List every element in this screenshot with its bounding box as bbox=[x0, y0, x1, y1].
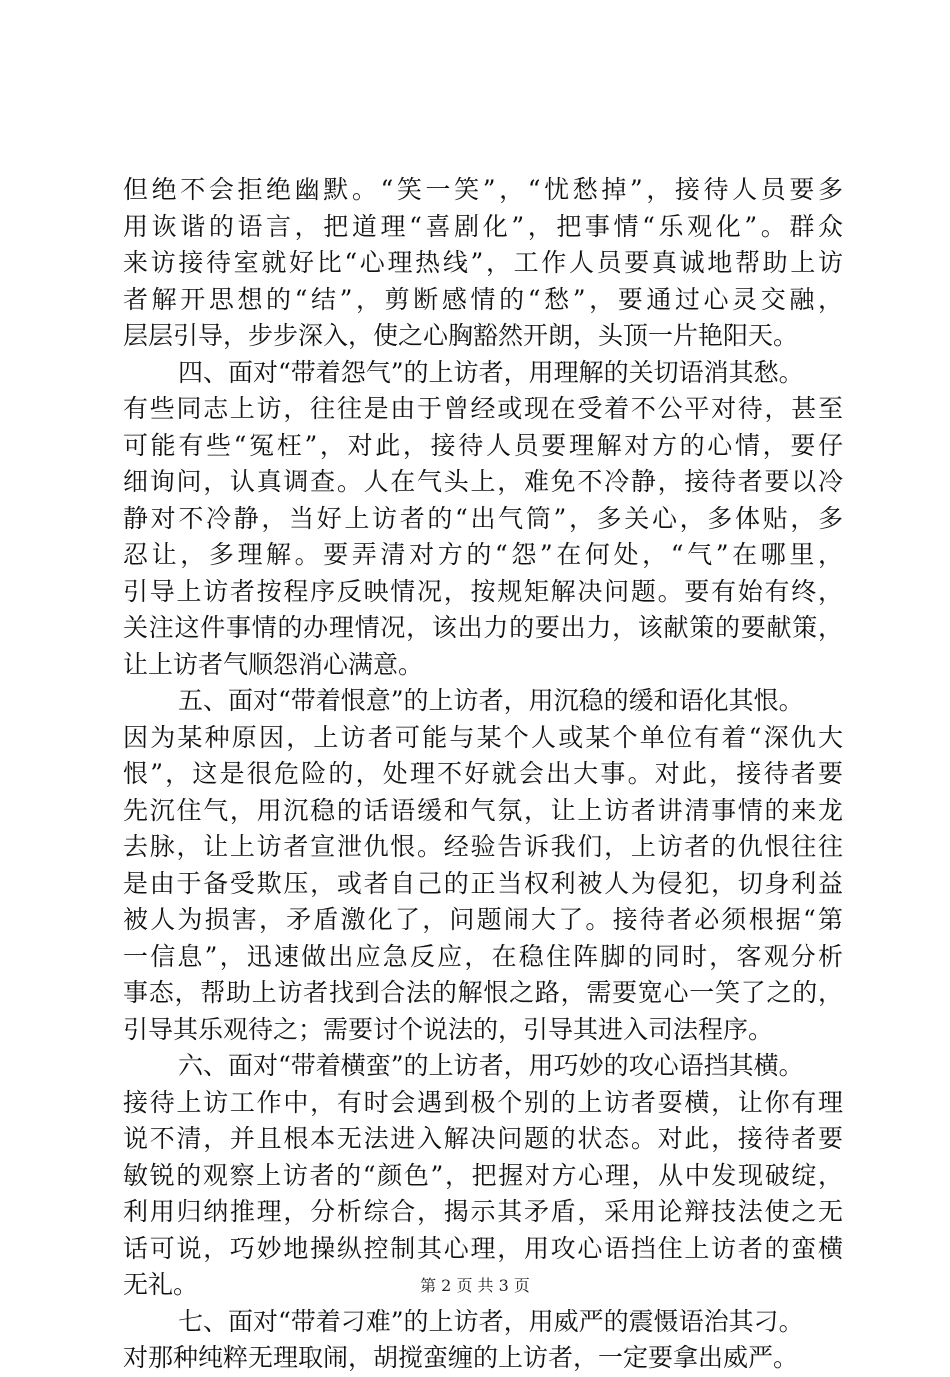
text-line: 对那种纯粹无理取闹，胡搅蛮缠的上访者，一定要拿出威严。 bbox=[123, 1343, 799, 1372]
text-line: 话可说，巧妙地操纵控制其心理，用攻心语挡住上访者的蛮横 bbox=[123, 1233, 843, 1263]
text-line: 用诙谐的语言，把道理“喜剧化”，把事情“乐观化”。群众 bbox=[123, 211, 843, 241]
text-line: 利用归纳推理，分析综合，揭示其矛盾，采用论辩技法使之无 bbox=[123, 1197, 843, 1226]
text-line: 关注这件事情的办理情况，该出力的要出力，该献策的要献策， bbox=[123, 613, 843, 642]
text-line: 者解开思想的“结”，剪断感情的“愁”，要通过心灵交融， bbox=[123, 284, 843, 314]
text-line: 引导其乐观待之；需要讨个说法的，引导其进入司法程序。 bbox=[123, 1014, 774, 1044]
text-line: 无礼。 bbox=[123, 1270, 199, 1299]
paragraph-start-line: 四、面对“带着怨气”的上访者，用理解的关切语消其愁。 bbox=[178, 357, 804, 387]
text-line: 事态，帮助上访者找到合法的解恨之路，需要宽心一笑了之的， bbox=[123, 978, 843, 1007]
text-line: 因为某种原因，上访者可能与某个人或某个单位有着“深仇大 bbox=[123, 722, 843, 752]
text-line: 细询问，认真调查。人在气头上，难免不冷静，接待者要以冷 bbox=[123, 467, 843, 496]
paragraph-start-line: 七、面对“带着刁难”的上访者，用威严的震慑语治其刁。 bbox=[178, 1306, 804, 1336]
text-line: 层层引导，步步深入，使之心胸豁然开朗，头顶一片艳阳天。 bbox=[123, 321, 799, 350]
text-line: 去脉，让上访者宣泄仇恨。经验告诉我们，上访者的仇恨往往 bbox=[123, 832, 843, 861]
text-line: 先沉住气，用沉稳的话语缓和气氛，让上访者讲清事情的来龙 bbox=[123, 795, 843, 825]
text-line: 可能有些“冤枉”，对此，接待人员要理解对方的心情，要仔 bbox=[123, 430, 843, 460]
text-line: 让上访者气顺怨消心满意。 bbox=[123, 649, 424, 679]
text-line: 接待上访工作中，有时会遇到极个别的上访者耍横，让你有理 bbox=[123, 1087, 843, 1117]
text-line: 静对不冷静，当好上访者的“出气筒”，多关心，多体贴，多 bbox=[123, 503, 843, 533]
text-line: 说不清，并且根本无法进入解决问题的状态。对此，接待者要 bbox=[123, 1124, 843, 1153]
text-line: 来访接待室就好比“心理热线”，工作人员要真诚地帮助上访 bbox=[123, 248, 843, 277]
text-line: 有些同志上访，往往是由于曾经或现在受着不公平对待，甚至 bbox=[123, 394, 843, 423]
text-line: 引导上访者按程序反映情况，按规矩解决问题。要有始有终， bbox=[123, 576, 843, 606]
paragraph-start-line: 六、面对“带着横蛮”的上访者，用巧妙的攻心语挡其横。 bbox=[178, 1051, 804, 1080]
page-footer: 第 2 页 共 3 页 bbox=[420, 1276, 530, 1295]
text-line: 是由于备受欺压，或者自己的正当权利被人为侵犯，切身利益 bbox=[123, 868, 843, 898]
text-line: 被人为损害，矛盾激化了，问题闹大了。接待者必须根据“第 bbox=[123, 905, 843, 934]
paragraph-start-line: 五、面对“带着恨意”的上访者，用沉稳的缓和语化其恨。 bbox=[178, 686, 804, 715]
text-line: 一信息”，迅速做出应急反应，在稳住阵脚的同时，客观分析 bbox=[123, 941, 843, 971]
text-line: 敏锐的观察上访者的“颜色”，把握对方心理，从中发现破绽， bbox=[123, 1160, 843, 1190]
text-line: 但绝不会拒绝幽默。“笑一笑”，“忧愁掉”，接待人员要多 bbox=[123, 175, 843, 204]
document-body bbox=[123, 172, 843, 1377]
text-line: 忍让，多理解。要弄清对方的“怨”在何处，“气”在哪里， bbox=[123, 540, 843, 569]
text-line: 恨”，这是很危险的，处理不好就会出大事。对此，接待者要 bbox=[123, 759, 843, 788]
